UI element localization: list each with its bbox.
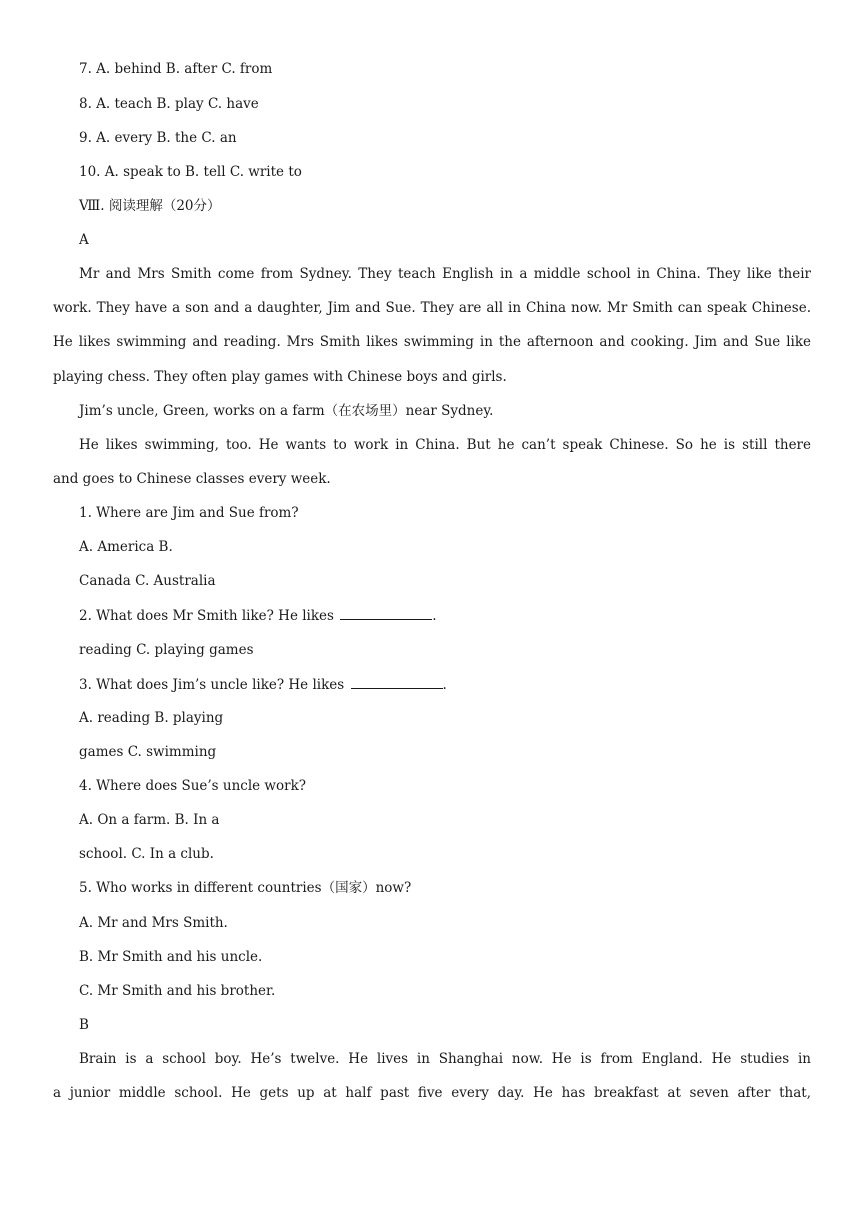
- passage-a-line-6: He likes swimming, too. He wants to work in China. But he can’t speak Chinese. So he is still there: [79, 437, 811, 453]
- question-1-options-a: A. America B.: [79, 539, 173, 555]
- question-2-end: .: [432, 608, 437, 624]
- section-heading: Ⅷ. 阅读理解（20分）: [79, 198, 221, 214]
- passage-a-line-7: and goes to Chinese classes every week.: [53, 471, 331, 487]
- question-2-stem: 2. What does Mr Smith like? He likes: [79, 608, 334, 624]
- question-1-options-b: Canada C. Australia: [79, 573, 216, 589]
- cloze-option-9: 9. A. every B. the C. an: [79, 130, 237, 146]
- question-4-options-a: A. On a farm. B. In a: [79, 812, 220, 828]
- passage-b-label: B: [79, 1017, 89, 1033]
- question-2: [0, 606, 865, 625]
- question-1: 1. Where are Jim and Sue from?: [79, 505, 299, 521]
- question-3-stem: 3. What does Jim’s uncle like? He likes: [79, 677, 345, 693]
- question-4-options-b: school. C. In a club.: [79, 846, 214, 862]
- passage-b-line-1: Brain is a school boy. He’s twelve. He lives in Shanghai now. He is from England. He studies in: [79, 1051, 811, 1067]
- question-3-options-a: A. reading B. playing: [79, 710, 224, 726]
- question-5-option-a: A. Mr and Mrs Smith.: [79, 915, 228, 931]
- passage-a-label: A: [79, 232, 89, 248]
- question-4: 4. Where does Sue’s uncle work?: [79, 778, 306, 794]
- question-3-end: .: [442, 677, 447, 693]
- question-2-options: reading C. playing games: [79, 642, 254, 658]
- passage-b-line-2: a junior middle school. He gets up at half past five every day. He has breakfast at seven after that,: [53, 1085, 811, 1101]
- question-5: 5. Who works in different countries（国家）now?: [79, 880, 412, 896]
- question-3: [0, 675, 865, 694]
- answer-blank: [351, 675, 443, 689]
- cloze-option-7: 7. A. behind B. after C. from: [79, 61, 273, 77]
- cloze-option-10: 10. A. speak to B. tell C. write to: [79, 164, 302, 180]
- passage-a-line-1: Mr and Mrs Smith come from Sydney. They teach English in a middle school in China. They like their: [79, 266, 811, 282]
- passage-a-line-3: He likes swimming and reading. Mrs Smith likes swimming in the afternoon and cooking. Jim and Sue like: [53, 334, 811, 350]
- question-5-option-b: B. Mr Smith and his uncle.: [79, 949, 263, 965]
- question-5-option-c: C. Mr Smith and his brother.: [79, 983, 276, 999]
- passage-a-line-2: work. They have a son and a daughter, Jim and Sue. They are all in China now. Mr Smith can speak Chinese.: [53, 300, 811, 316]
- passage-a-line-5: Jim’s uncle, Green, works on a farm（在农场里）near Sydney.: [79, 403, 494, 419]
- question-3-options-b: games C. swimming: [79, 744, 217, 760]
- passage-a-line-4: playing chess. They often play games with Chinese boys and girls.: [53, 369, 507, 385]
- answer-blank: [340, 606, 432, 620]
- cloze-option-8: 8. A. teach B. play C. have: [79, 96, 259, 112]
